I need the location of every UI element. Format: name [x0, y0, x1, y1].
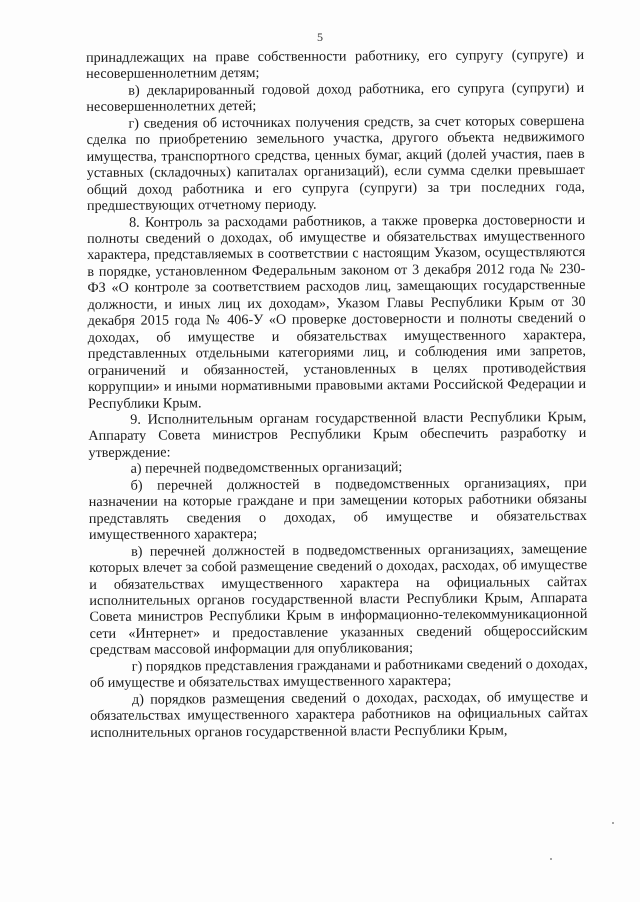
paragraph-continuation: принадлежащих на праве собственности работнику, его супругу (супруге) и несовершеннолетним детям;: [86, 46, 585, 83]
paragraph-9-item-d: д) порядков размещения сведений о доходах, расходах, об имуществе и обязательствах имущественного характера работников на официальных сайтах исполнительных органов государственной власти Республики Крым,: [90, 688, 589, 741]
paragraph-item-v: в) декларированный годовой доход работника, его супруга (супруги) и несовершеннолетних детей;: [86, 79, 585, 116]
paragraph-9: 9. Исполнительным органам государственной власти Республики Крым, Аппарату Совета министров Республики Крым обеспечить разработку и утверждение:: [88, 408, 587, 461]
scan-speck: [612, 822, 614, 824]
paragraph-item-g: г) сведения об источниках получения средств, за счет которых совершена сделка по приобретению земельного участка, другого объекта недвижимого имущества, транспортного средства, ценных бумаг, акций (долей участия, паев в уставных (складочных) капиталах организаций), если сумма сделки превышает общий доход работника и его супруга (супруги) за три последних года, предшествующих отчетному периоду.: [86, 112, 585, 215]
paragraph-9-item-b: б) перечней должностей в подведомственных организациях, при назначении на которые граждане и при замещении которых работники обязаны представлять сведения о доходах, об имуществе и обязательствах имущественного характера;: [88, 474, 587, 544]
document-body: [86, 47, 588, 741]
paragraph-8: 8. Контроль за расходами работников, а также проверка достоверности и полноты сведений о доходах, об имуществе и обязательствах имущественного характера, представляемых в соответствии с настоящим Указом, осуществляются в порядке, установленном Федеральным законом от 3 декабря 2012 года № 230-ФЗ «О контроле за соответствием расходов лиц, замещающих государственные должности, и иных лиц их доходам», Указом Главы Республики Крым от 30 декабря 2015 года № 406-У «О проверке достоверности и полноты сведений о доходах, об имуществе и обязательствах имущественного характера, представленных отдельными категориями лиц, и соблюдения ими запретов, ограничений и обязанностей, установленных в целях противодействия коррупции» и иными нормативными правовыми актами Российской Федерации и Республики Крым.: [87, 211, 587, 412]
paragraph-9-item-v: в) перечней должностей в подведомственных организациях, замещение которых влечет за собой размещение сведений о доходах, расходах, об имуществе и обязательствах имущественного характера на официальных сайтах исполнительных органов государственной власти Республики Крым, Аппарата Совета министров Республики Крым в информационно-телекоммуникационной сети «Интернет» и предоставление указанных сведений общероссийским средствам массовой информации для опубликования;: [89, 540, 588, 659]
paragraph-9-item-g: г) порядков представления гражданами и работниками сведений о доходах, об имуществе и обязательствах имущественного характера;: [89, 655, 588, 692]
page-number: 5: [317, 30, 323, 44]
scan-speck: [550, 858, 552, 860]
paragraph-9-item-a: а) перечней подведомственных организаций;: [130, 459, 403, 478]
